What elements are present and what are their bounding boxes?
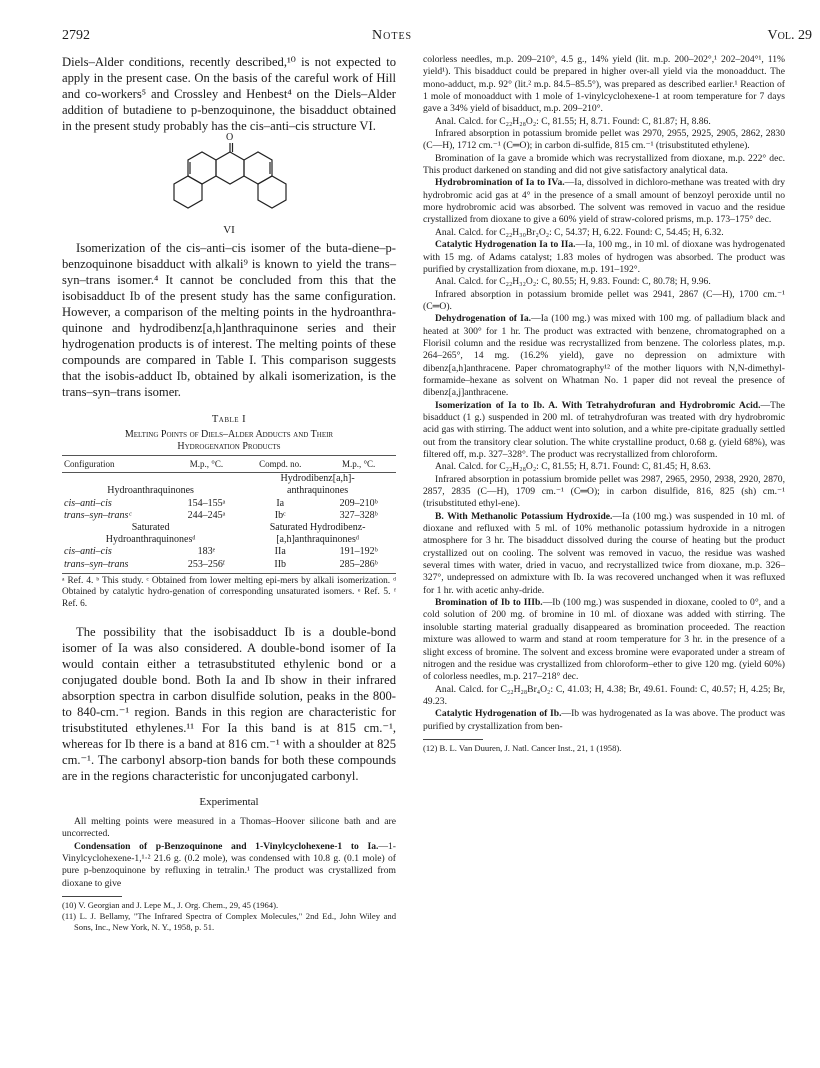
paragraph-body: —Ib (100 mg.) was suspended in dioxane, cooled to 0°, and a cold solution of 200 mg. of bromine in 10 ml. of dioxane was added with stirring. The insoluble starting material gradually disappeared as bromination proceeded. The reaction mixture was allowed to warm and stand at room temperature for 3 hr. in the presence of a slight excess of bromine. The solvent and excess bromine were evaporated under a stream of nitrogen and the residue was crystallized from chloroform–ether to give 120 mg. (yield 60%) of colorless needles, m.p. 217–218° dec. xyxy=(423,597,785,683)
paragraph xyxy=(423,239,785,276)
paragraph xyxy=(423,597,785,683)
table-cell: 244–245ᵃ xyxy=(187,509,226,521)
paragraph: All melting points were measured in a Thomas–Hoover silicone bath and are uncorrected. xyxy=(62,816,396,840)
volume-label: Vol. 29 xyxy=(767,28,812,43)
table-cell: 253–256ᶠ xyxy=(187,558,225,570)
paragraph: Infrared absorption in potassium bromide pellet was 2941, 2867 (C—H), 1700 cm.⁻¹ (C═O). xyxy=(423,288,785,312)
structure-vi-drawing xyxy=(170,140,290,224)
figure-label: VI xyxy=(223,224,235,236)
paragraph: colorless needles, m.p. 209–210°, 4.5 g., 14% yield (lit. m.p. 200–202°,¹ 202–204°¹, 11% yield¹). This bisadduct could be prepared in higher over-all yield via the monoadduct. The mono-adduct, m.p. 92° (lit.² m.p. 84.5–85.5°), was prepared as described earlier.¹ Reaction of 1 mole of monoadduct with 1 mole of 1-vinylcyclohexene-1 at room temperature for 7 days gave a 34% yield of bisadduct, m.p. 209–210°. xyxy=(423,54,785,115)
table-cell: 327–328ᵇ xyxy=(339,509,378,521)
table-group-label: [a,h]anthraquinonesᵈ xyxy=(276,534,359,546)
paragraph: Isomerization of the cis–anti–cis isomer of the buta-diene–p-benzoquinone bisadduct with alkali⁹ is known to yield the trans–syn–trans isomer.⁴ It cannot be concluded from this that the isobisadduct Ib of the present study has the same configuration. However, a comparison of the melting points in the hydroanthra-quinone and hydrodibenz[a,h]anthraquinone series and their hydrogenation products is of interest. The melting points of these compounds are compared in Table I. This comparison suggests that the isobis-adduct Ib, obtained by alkali isomerization, is the trans–syn–trans isomer. xyxy=(62,241,396,399)
paragraph xyxy=(423,511,785,597)
ring-right-lower xyxy=(258,176,286,208)
table-header: M.p., °C. xyxy=(321,456,396,473)
table-caption: Hydrogenation Products xyxy=(177,441,281,452)
paragraph xyxy=(62,841,396,890)
table-cell: IIb xyxy=(274,558,287,570)
page-number: 2792 xyxy=(62,28,90,43)
ring-right-upper xyxy=(244,152,272,184)
paragraph-body: —Ia, dissolved in dichloro-methane was treated with dry hydrobromic acid gas at 4° in the presence of a small amount of benzoyl peroxide until no more hydrobromic acid was absorbed. The solvent was removed in vacuo and the residue crystallized from dioxane to give a 60% yield of straw-colored prisms, m.p. 173–175° dec. xyxy=(423,177,785,226)
table-cell: IIa xyxy=(274,546,286,558)
ring-center xyxy=(216,152,244,184)
right-column xyxy=(423,54,785,754)
footnote: (11) L. J. Bellamy, "The Infrared Spectra of Complex Molecules," 2nd Ed., John Wiley and Sons, Inc., New York, N. Y., 1958, p. 51. xyxy=(62,911,396,933)
footnotes xyxy=(62,900,396,933)
paragraph-body: —1-Vinylcyclohexene-1,¹·² 21.6 g. (0.2 mole), was condensed with 10.8 g. (0.1 mole) of pure p-benzoquinone by refluxing in tetralin.¹ The product was crystallized from dioxane to give xyxy=(62,840,396,889)
table-group-label: Saturated Hydrodibenz- xyxy=(269,522,366,534)
table-group-label: Hydrodibenz[a,h]- xyxy=(280,473,355,485)
table-cell: cis–anti–cis xyxy=(64,546,112,558)
paragraph: Infrared absorption in potassium bromide pellet was 2970, 2955, 2925, 2905, 2862, 2830 (C—H), 1712 cm.⁻¹ (C═O); in carbon di-sulfide, 815 cm.⁻¹ (trisubstituted ethylene). xyxy=(423,128,785,152)
paragraph-body: —Ia (100 mg.) was mixed with 100 mg. of palladium black and heated at 300° for 1 hr. The product was extracted with benzene, chromatographed on a Florisil column and the residue was recrystallized from benzene. The colorless plates, m.p. 264–265°, 14 mg. (16.2% yield), gave no depression on admixture with dibenz[a,h]anthracene. Paper chromatography¹² of the mother liquors with N,N-dimethyl-formamide–hexane as solvent on Whatman No. 1 paper did not reveal the presence of dibenz[a,j]anthracene. xyxy=(423,313,786,399)
footnote-rule xyxy=(62,896,122,897)
table-row xyxy=(62,559,396,571)
paragraph: Diels–Alder conditions, recently described,¹⁰ is not expected to apply in the present case. On the basis of the careful work of Hill and co-workers⁵ and Crossley and Henbest⁴ on the Diels–Alder addition of butadiene to p-benzoquinone, the bisadduct obtained in the present study probably has the cis–anti–cis structure VI. xyxy=(62,55,396,133)
table-cell: Ibᶜ xyxy=(274,509,286,521)
table-header: M.p., °C. xyxy=(174,456,240,473)
analysis-line: Anal. Calcd. for C₂₂H₂₈O₂: C, 81.55; H, 8.71. Found: C, 81.45; H, 8.63. xyxy=(435,461,711,473)
table-cell: cis–anti–cis xyxy=(64,497,112,509)
paragraph-body: —Ia, 100 mg., in 10 ml. of dioxane was hydrogenated with 15 mg. of Adams catalyst; 1.83 moles of hydrogen was absorbed. The product was purified by crystallization from dioxane, m.p. 191–192°. xyxy=(423,239,786,275)
paragraph-body: —Ia (100 mg.) was suspended in 10 ml. of dioxane and refluxed with 5 ml. of 10% methanolic potassium hydroxide in a nitrogen atmosphere for 3 hr. The bisadduct dissolved during the course of heating but the product crystallized out on cooling. The solvent was removed in vacuo, the residue was washed several times with water, dried in vacuo, and recrystallized twice from dioxane, m.p. 326–327°, undepressed on admixture with Ib. Ia was recovered unchanged when it was refluxed for 1 hr. with acetic anhy-dride. xyxy=(423,510,785,596)
ring-left-upper xyxy=(188,152,216,184)
table-footnotes: ᵃ Ref. 4. ᵇ This study. ᶜ Obtained from lower melting epi-mers by alkali isomerization. ᵈ Obtained by catalytic hydro-genation of corresponding unsaturated isomers. ᵉ Ref. 5. ᶠ Ref. 6. xyxy=(62,573,396,610)
table-cell: 209–210ᵇ xyxy=(339,497,378,509)
paragraph: Infrared absorption in potassium bromide pellet was 2987, 2965, 2950, 2938, 2920, 2870, 2857, 2835 (C—H), 1709 cm.⁻¹ (C═O); in carbon disulfide, 816, 825 (sh) cm.⁻¹ (trisubstituted ethyl-ene). xyxy=(423,473,785,510)
melting-point-table xyxy=(62,455,396,571)
paragraph-heading: Bromination of Ib to IIIb. xyxy=(435,597,543,609)
footnote: (10) V. Georgian and J. Lepe M., J. Org. Chem., 29, 45 (1964). xyxy=(62,900,279,911)
structure-figure xyxy=(62,132,396,236)
table-cell: trans–syn–transᶜ xyxy=(64,509,132,521)
ring-left-lower xyxy=(174,176,202,208)
table-cell: 191–192ᵇ xyxy=(339,546,378,558)
paragraph xyxy=(423,177,785,226)
paragraph xyxy=(423,400,785,462)
paragraph-heading: Hydrobromination of Ia to IVa. xyxy=(435,177,565,189)
footnote: (12) B. L. Van Duuren, J. Natl. Cancer Inst., 21, 1 (1958). xyxy=(423,742,622,753)
table-group-label: Hydroanthraquinones xyxy=(107,485,194,497)
paragraph-heading: Catalytic Hydrogenation Ia to IIa. xyxy=(435,239,576,251)
analysis-line: Anal. Calcd. for C₂₂H₃₂O₂: C, 80.55; H, 9.83. Found: C, 80.78; H, 9.96. xyxy=(435,276,711,288)
analysis-line: Anal. Calcd. for C₂₂H₂₈Br₄O₂: C, 41.03; H, 4.38; Br, 49.61. Found: C, 40.57; H, 4.25; Br, 49.23. xyxy=(423,683,785,707)
section-heading: Experimental xyxy=(199,796,259,809)
table-header: Configuration xyxy=(62,456,174,473)
paragraph: Bromination of Ia gave a bromide which was recrystallized from dioxane, m.p. 222° dec. This product darkened on standing and did not give satisfactory analytical data. xyxy=(423,152,785,177)
left-column xyxy=(62,54,396,933)
journal-section: Notes xyxy=(372,28,413,43)
table-group-label: anthraquinones xyxy=(287,485,349,497)
table-row xyxy=(62,546,396,558)
table-row xyxy=(62,498,396,510)
paragraph-heading: Condensation of p-Benzoquinone and 1-Vinylcyclohexene-1 to Ia. xyxy=(74,840,379,852)
table-header: Compd. no. xyxy=(239,456,321,473)
footnotes xyxy=(423,743,785,754)
table-cell: Ia xyxy=(276,497,285,509)
table-title: Table I xyxy=(211,414,247,425)
table-cell: 285–286ᵇ xyxy=(339,558,378,570)
table-cell: 154–155ᵃ xyxy=(187,497,226,509)
paragraph-heading: B. With Methanolic Potassium Hydroxide. xyxy=(435,510,613,522)
oxygen-top-label: O xyxy=(226,132,234,143)
paragraph-body: —Ib was hydrogenated as Ia was above. The product was purified by crystallization from ben- xyxy=(423,708,785,732)
table-caption: Melting Points of Diels–Alder Adducts and Their xyxy=(124,429,334,440)
table-group-label: Saturated xyxy=(131,522,170,534)
paragraph-heading: Dehydrogenation of Ia. xyxy=(435,313,532,325)
paragraph xyxy=(423,708,785,733)
page-header xyxy=(62,28,812,48)
paragraph-heading: Catalytic Hydrogenation of Ib. xyxy=(435,708,562,720)
paragraph-body: —The bisadduct (1 g.) suspended in 200 ml. of tetrahydrofuran was treated with dry hydrobromic acid gas with stirring. The adduct went into solution, and a white pre-cipitate gradually settled out from the transitory clear solution. The white crystalline product, 0.68 g. (yield 68%), was filtered off, m.p. 327–328°. The product was recrystallized from chloroform. xyxy=(423,399,785,460)
footnote-rule xyxy=(423,739,483,740)
analysis-line: Anal. Calcd. for C₂₂H₃₀Br₂O₂: C, 54.37; H, 6.22. Found: C, 54.45; H, 6.32. xyxy=(435,226,724,238)
paragraph xyxy=(423,313,785,399)
table-group-label: Hydroanthraquinonesᵈ xyxy=(105,534,196,546)
paragraph: The possibility that the isobisadduct Ib is a double-bond isomer of Ia was also considered. A double-bond isomer of Ia would contain either a tetrasubstituted ethylenic bond or a conjugated double bond. Both Ia and Ib show in their infrared absorption spectra in carbon disulfide solution, peaks in the 800- to 840-cm.⁻¹ region. Bands in this region are characteristic for trisubstituted ethylenes.¹¹ For Ia this band is at 815 cm.⁻¹, whereas for Ib there is a band at 816 cm.⁻¹ with a shoulder at 825 cm.⁻¹. The carbonyl absorp-tion bands for both these compounds are in the regions characteristic for unconjugated carbonyl. xyxy=(62,625,396,784)
paragraph-heading: Isomerization of Ia to Ib. A. With Tetrahydrofuran and Hydrobromic Acid. xyxy=(435,399,761,411)
table-row xyxy=(62,510,396,522)
table-cell: 183ᵉ xyxy=(197,546,216,558)
table-cell: trans–syn–trans xyxy=(64,558,129,570)
analysis-line: Anal. Calcd. for C₂₂H₂₈O₂: C, 81.55; H, 8.71. Found: C, 81.87; H, 8.86. xyxy=(435,115,711,127)
